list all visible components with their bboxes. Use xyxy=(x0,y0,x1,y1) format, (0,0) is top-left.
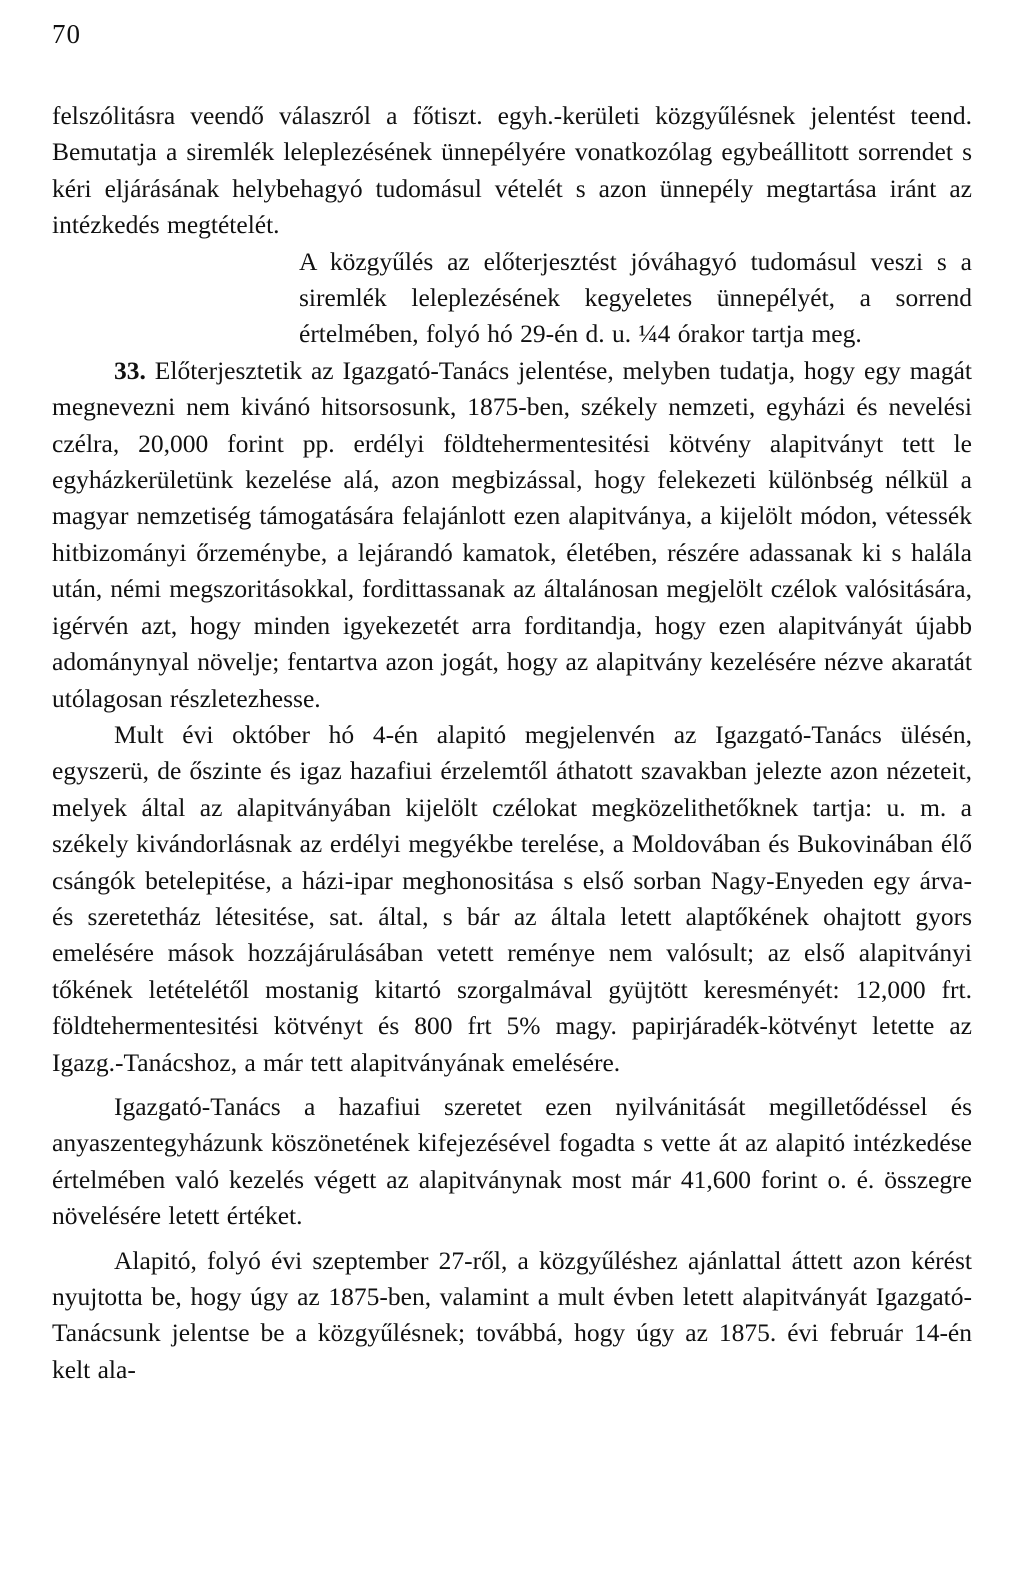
document-page xyxy=(52,18,972,1388)
page-number: 70 xyxy=(52,19,81,49)
paragraph-founder-request: Alapitó, folyó évi szeptember 27-ről, a közgyűléshez ajánlattal áttett azon kérést nyujtotta be, hogy úgy az 1875-ben, valamint a mult évben letett alapitványát Igazgató-Tanácsunk jelentse be a közgyűlésnek; továbbá, hogy úgy az 1875. évi február 14-én kelt ala- xyxy=(52,1245,972,1384)
paragraph-founder-visit: Mult évi október hó 4-én alapitó megjelenvén az Igazgató-Tanács ülésén, egyszerü, de őszinte és igaz hazafiui érzelemtől áthatott szavakban jelezte azon nézeteit, melyek által az alapitványában kijelölt czélokat megközelithetőknek tartja: u. m. a székely kivándorlásnak az erdélyi megyékbe terelése, a Moldovában és Bukovinában élő csángók betelepitése, a házi-ipar meghonositása s első sorban Nagy-Enyeden egy árva- és szeretetház létesitése, sat. által, s bár az általa letett alaptőkének ohajtott gyors emelésére mások hozzájárulásában vetett reménye nem valósult; az első alapitványi tőkének letételétől mostanig kitartó szorgalmával gyüjtött keresményét: 12,000 frt. földtehermentesitési kötvényt és 800 frt 5% magy. papirjáradék-kötvényt letette az Igazg.-Tanácshoz, a már tett alapitványának emelésére. xyxy=(52,719,972,1077)
paragraph-item-33 xyxy=(52,353,972,717)
item-number: 33. xyxy=(114,355,146,385)
paragraph-report-intro: felszólitásra veendő válaszról a főtiszt. egyh.-kerületi közgyűlésnek jelentést teend. Bemutatja a siremlék leleplezésének ünnepélyére vonatkozólag egybeállitott sorrendet s kéri eljárásának helybehagyó tudomásul vételét s azon ünnepély megtartása iránt az intézkedés megtételét. xyxy=(52,101,972,240)
paragraph-board-acceptance: Igazgató-Tanács a hazafiui szeretet ezen nyilvánitását megilletődéssel és anyaszentegyházunk köszönetének kifejezésével fogadta s vette át az alapitó intézkedése értelmében való kezelés végett az alapitványnak most már 41,600 forint o. é. összegre növelésére letett értéket. xyxy=(52,1091,972,1231)
item-33-text: Előterjesztetik az Igazgató-Tanács jelentése, melyben tudatja, hogy egy magát megnevezni nem kivánó hitsorsosunk, 1875-ben, székely nemzeti, egyházi és nevelési czélra, 20,000 forint pp. erdélyi földtehermentesitési kötvény alapitványt tett le egyházkerületünk kezelése alá, azon megbizással, hogy felekezeti különbség nélkül a magyar nemzetiség támogatására felajánlott ezen alapitványa, a kijelölt módon, vétessék hitbizományi őrzeménybe, a lejárandó kamatok, életében, részére adassanak ki s halála után, némi megszoritásokkal, fordittassanak az általánosan megjelölt czélok valósitására, igérvén azt, hogy minden igyekezetét arra forditandja, hogy ezen alapitványát újabb adománynyal növelje; fentartva azon jogát, hogy az alapitvány kezelésére nézve akaratát utólagosan részletezhesse. xyxy=(52,355,973,713)
paragraph-resolution: A közgyűlés az előterjesztést jóváhagyó tudomásul veszi s a siremlék leleplezésének kegyeletes ünnepélyét, a sorrend értelmében, folyó hó 29-én d. u. ¼4 órakor tartja meg. xyxy=(299,246,972,349)
